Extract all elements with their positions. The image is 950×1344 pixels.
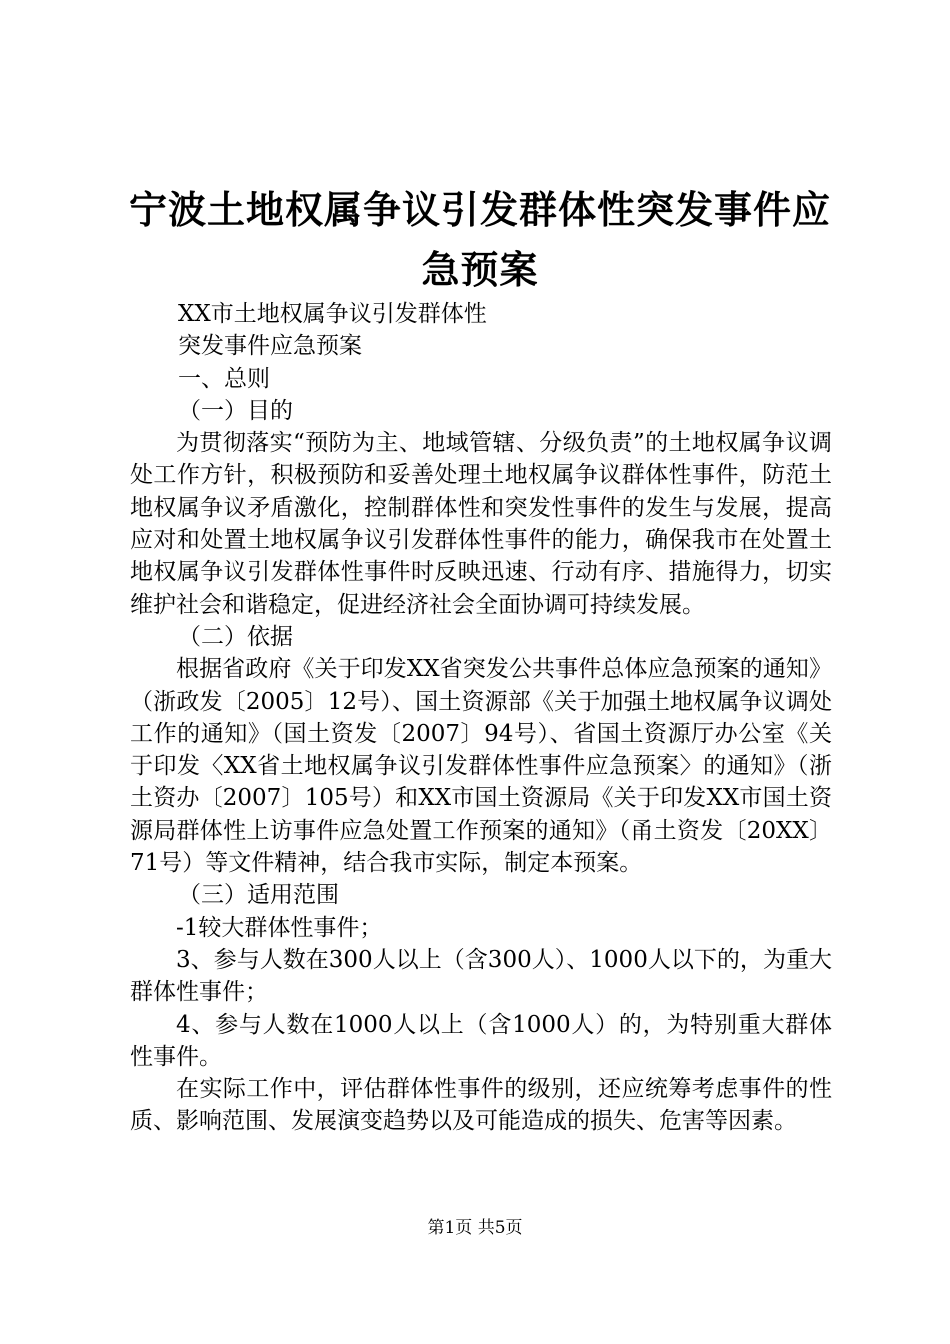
list-item-minus-1: -1较大群体性事件； xyxy=(176,914,383,941)
paragraph-basis: 根据省政府《关于印发XX省突发公共事件总体应急预案的通知》（浙政发〔2005〕12号）、国土资源部《关于加强土地权属争议调处工作的通知》（国土资发〔2007〕94号）、省国土资源厅办公室《关于印发〈XX省土地权属争议引发群体性事件应急预案〉的通知》（浙土资办〔2007〕105号）和XX市国土资源局《关于印发XX市国土资源局群体性上访事件应急处置工作预案的通知》（甬土资发〔20XX〕71号）等文件精神，结合我市实际，制定本预案。 xyxy=(130,656,832,877)
page-number-footer: 第1页 共5页 xyxy=(427,1218,523,1238)
subtitle-line-1: XX市土地权属争议引发群体性 xyxy=(178,301,487,327)
list-item-3: 3、参与人数在300人以上（含300人）、1000人以下的，为重大群体性事件； xyxy=(130,946,832,1006)
section-heading-general: 一、总则 xyxy=(178,365,270,392)
paragraph-purpose: 为贯彻落实“预防为主、地域管辖、分级负责”的土地权属争议调处工作方针，积极预防和妥善处理土地权属争议群体性事件，防范土地权属争议矛盾激化，控制群体性和突发性事件的发生与发展，提高应对和处置土地权属争议引发群体性事件的能力，确保我市在处置土地权属争议引发群体性事件时反映迅速、行动有序、措施得力，切实维护社会和谐稳定，促进经济社会全面协调可持续发展。 xyxy=(130,430,832,618)
subsection-heading-scope: （三）适用范围 xyxy=(178,882,339,909)
document-title: 宁波土地权属争议引发群体性突发事件应急预案 xyxy=(128,187,831,292)
subsection-heading-purpose: （一）目的 xyxy=(178,397,293,424)
subsection-heading-basis: （二）依据 xyxy=(178,623,293,650)
subtitle-line-2: 突发事件应急预案 xyxy=(178,333,362,360)
paragraph-closing: 在实际工作中，评估群体性事件的级别，还应统筹考虑事件的性质、影响范围、发展演变趋势以及可能造成的损失、危害等因素。 xyxy=(130,1076,832,1135)
list-item-4: 4、参与人数在1000人以上（含1000人）的，为特别重大群体性事件。 xyxy=(130,1011,832,1070)
document-body xyxy=(130,298,832,1138)
